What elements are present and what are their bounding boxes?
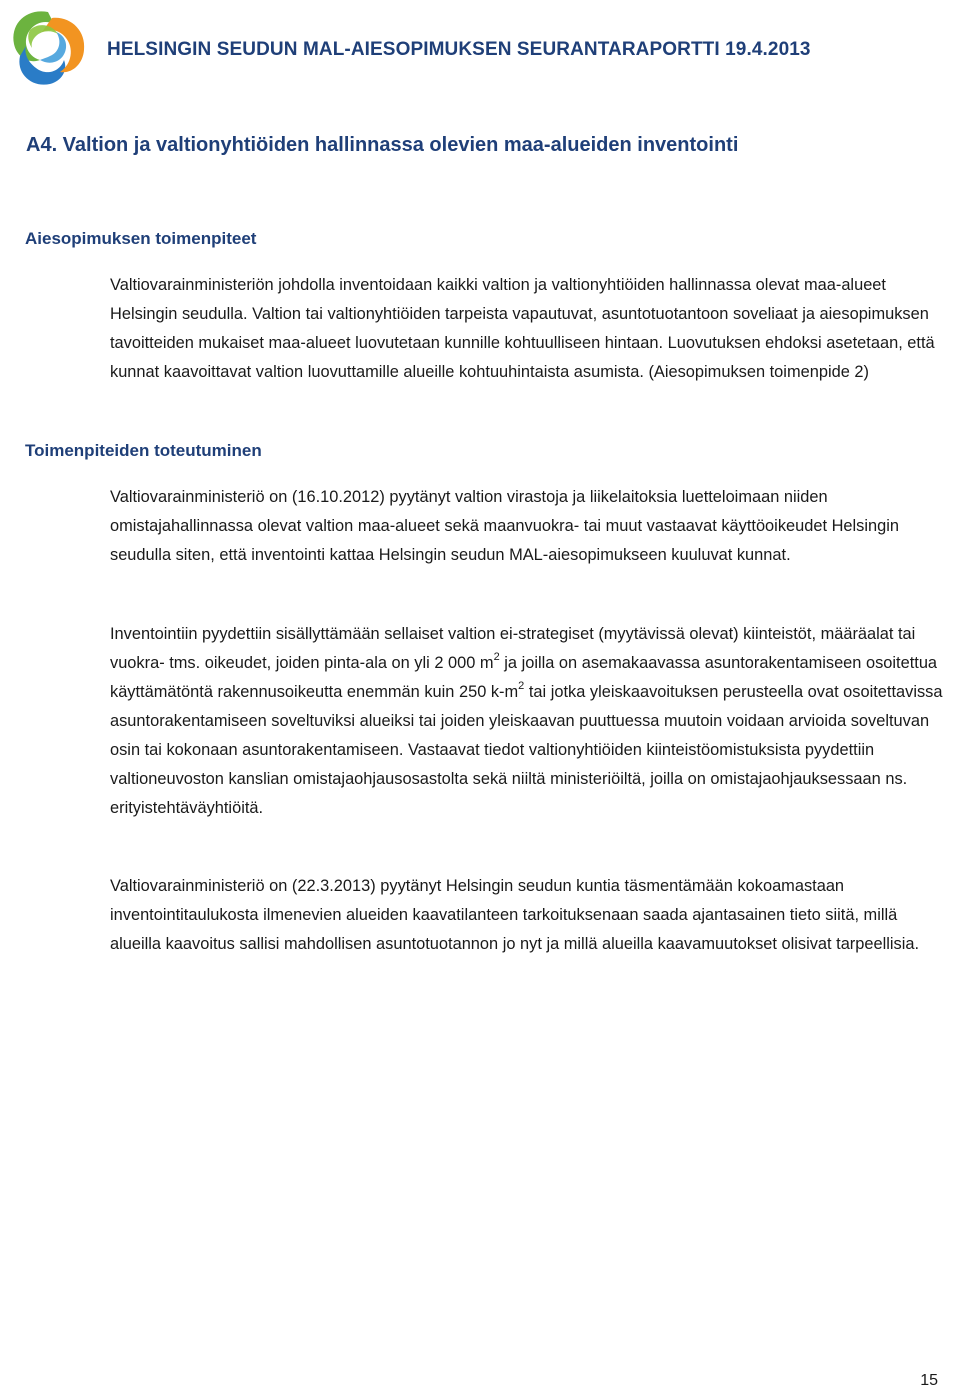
measures-heading: Aiesopimuksen toimenpiteet <box>25 229 257 248</box>
implementation-heading: Toimenpiteiden toteutuminen <box>25 441 262 460</box>
implementation-paragraph-3: Valtiovarainministeriö on (22.3.2013) pyytänyt Helsingin seudun kuntia täsmentämään kokoamastaan inventointitaulukosta ilmenevien alueiden kaavatilanteen tarkoituksenaan saada ajantasainen tieto siitä, millä alueilla kaavoitus sallisi mahdollisen asuntotuotannon jo nyt ja millä alueilla kaavamuutokset olisivat tarpeellisia. <box>110 877 920 953</box>
interlocking-rings-logo-icon <box>4 4 92 88</box>
paragraph-2-text-part-2: ja joilla on asemakaavassa asuntorakentamiseen osoitettua käyttämätöntä rakennusoikeutta enemmän kuin 250 k-m <box>110 654 938 701</box>
measures-paragraph: Valtiovarainministeriön johdolla inventoidaan kaikki valtion ja valtionyhtiöiden hallinnassa olevat maa-alueet Helsingin seudulla. Valtion tai valtionyhtiöiden tarpeista vapautuvat, asuntotuotantoon soveliaat ja aiesopimuksen tavoitteiden mukaiset maa-alueet luovutetaan kunnille kohtuulliseen hintaan. Luovutuksen ehdoksi asetetaan, että kunnat kaavoittavat valtion luovuttamille alueille kohtuuhintaista asumista. (Aiesopimuksen toimenpide 2) <box>110 276 935 381</box>
page-number: 15 <box>920 1372 938 1389</box>
superscript-2: 2 <box>493 650 500 663</box>
logo <box>4 4 92 88</box>
report-header-title: HELSINGIN SEUDUN MAL-AIESOPIMUKSEN SEURANTARAPORTTI 19.4.2013 <box>107 39 811 60</box>
paragraph-2-text-part-1: Inventointiin pyydettiin sisällyttämään sellaiset valtion ei-strategiset (myytävissä olevat) kiinteistöt, määräalat tai vuokra- tms. oikeudet, joiden pinta-ala on yli 2 000 m <box>110 625 916 672</box>
section-title: A4. Valtion ja valtionyhtiöiden hallinnassa olevien maa-alueiden inventointi <box>26 134 739 156</box>
superscript-2: 2 <box>518 679 525 692</box>
paragraph-2-text-part-3: tai jotka yleiskaavoituksen perusteella ovat osoitettavissa asuntorakentamiseen soveltuviksi alueiksi tai joiden yleiskaavan puuttuessa muutoin voidaan arvioida soveltuvan osin tai kokonaan asuntorakentamiseen. Vastaavat tiedot valtionyhtiöiden kiinteistöomistuksista pyydettiin valtioneuvoston kanslian omistajaohjausosastolta sekä niiltä ministeriöiltä, joilla on omistajaohjauksessaan ns. erityistehtäväyhtiöitä. <box>110 683 943 817</box>
implementation-paragraph-2 <box>110 620 946 823</box>
implementation-paragraph-1: Valtiovarainministeriö on (16.10.2012) pyytänyt valtion virastoja ja liikelaitoksia luetteloimaan niiden omistajahallinnassa olevat valtion maa-alueet sekä maanvuokra- tai muut vastaavat käyttöoikeudet Helsingin seudulla siten, että inventointi kattaa Helsingin seudun MAL-aiesopimukseen kuuluvat kunnat. <box>110 488 899 564</box>
